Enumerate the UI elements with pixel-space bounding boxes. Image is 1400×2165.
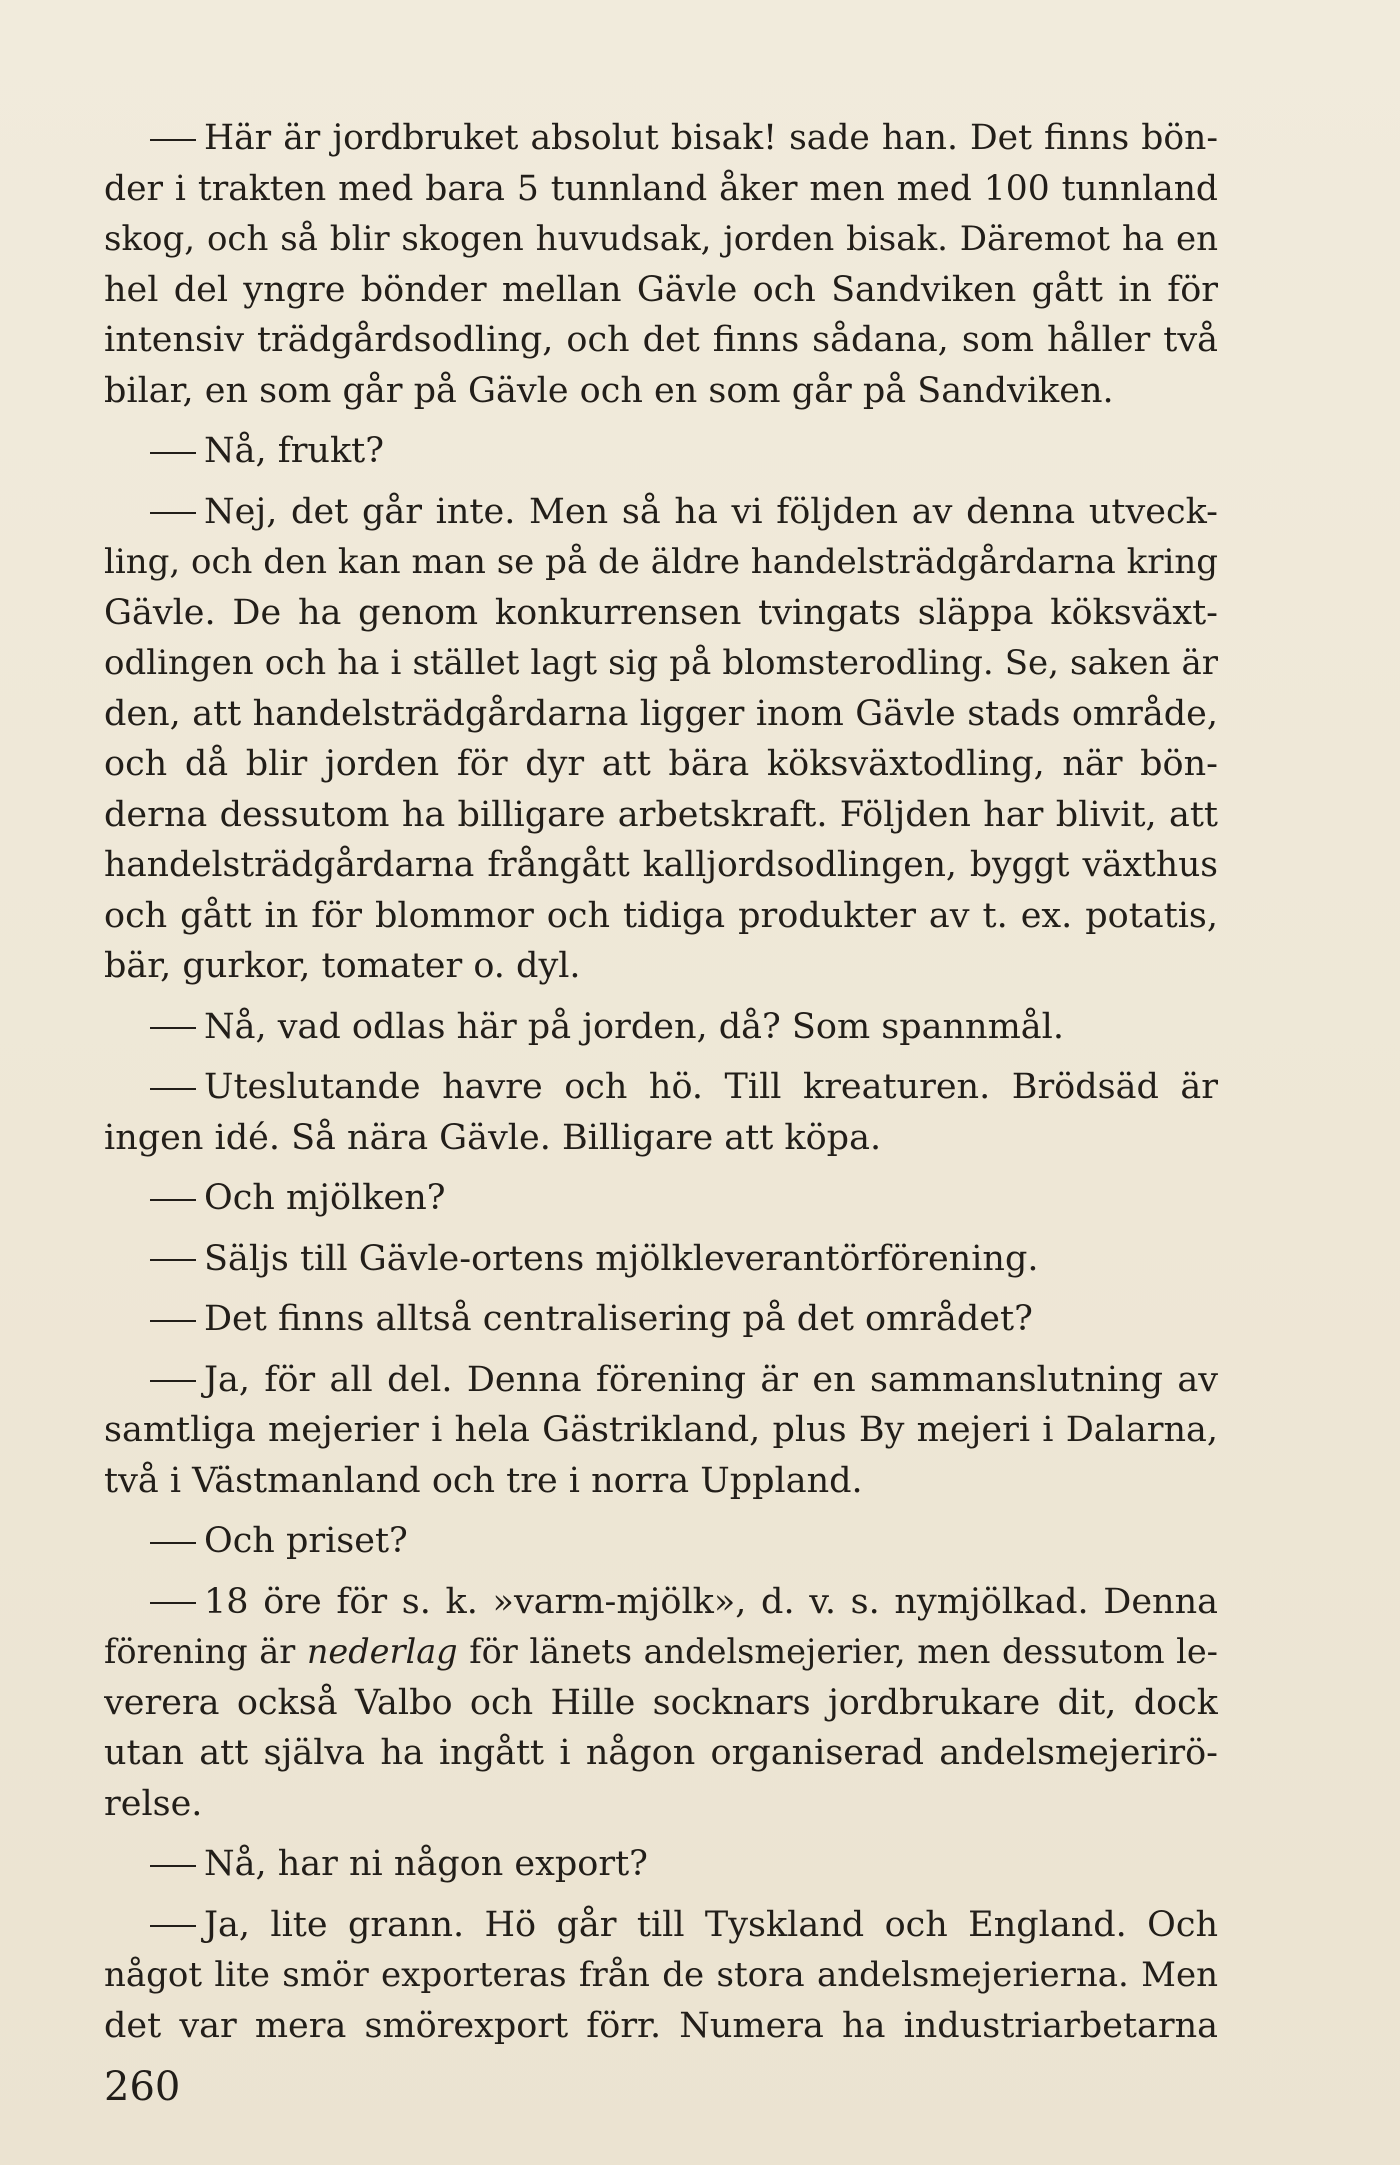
line-text: ling, och den kan man se på de äldre handelsträdgårdarna kring: [104, 542, 1218, 582]
line-text: det var mera smörexport förr. Numera ha industriarbetarna: [104, 2005, 1218, 2046]
line-text: relse.: [104, 1783, 203, 1824]
em-dash: [150, 1199, 196, 1201]
line-text: der i trakten med bara 5 tunnland åker men med 100 tunnland: [104, 168, 1218, 209]
text-line: [104, 366, 1218, 417]
text-line: [104, 1002, 1218, 1053]
line-text: Nå, har ni någon export?: [204, 1844, 648, 1884]
line-text: Och priset?: [204, 1521, 408, 1561]
text-line: [104, 426, 1218, 477]
em-dash: [150, 1380, 196, 1382]
em-dash: [150, 1925, 196, 1927]
body-text: [104, 113, 1218, 2051]
text-line: [104, 1678, 1218, 1729]
line-text: derna dessutom ha billigare arbetskraft. Följden har blivit, att: [104, 794, 1218, 835]
page-number: 260: [104, 2064, 181, 2110]
line-text: skog, och så blir skogen huvudsak, jorden bisak. Däremot ha en: [104, 219, 1218, 259]
line-text: utan att själva ha ingått i någon organiserad andelsmejerirö-: [104, 1733, 1218, 1773]
em-dash: [150, 452, 196, 454]
text-line: [104, 214, 1218, 265]
text-line: [104, 2001, 1218, 2052]
line-text: och då blir jorden för dyr att bära köksväxtodling, när bön-: [104, 744, 1218, 784]
em-dash: [150, 1027, 196, 1029]
text-line: [104, 941, 1218, 992]
line-text: Nej, det går inte. Men så ha vi följden av denna utveck-: [204, 491, 1218, 532]
text-line: [104, 1839, 1218, 1890]
em-dash: [150, 1088, 196, 1090]
line-text: intensiv trädgårdsodling, och det finns sådana, som håller två: [104, 320, 1218, 360]
text-line: [104, 689, 1218, 740]
em-dash: [150, 1865, 196, 1867]
line-text: odlingen och ha i stället lagt sig på blomsterodling. Se, saken är: [104, 643, 1218, 683]
line-text: ingen idé. Så nära Gävle. Billigare att köpa.: [104, 1117, 882, 1158]
text-line: [104, 1516, 1218, 1567]
line-text: Ja, för all del. Denna förening är en sammanslutning av: [204, 1359, 1218, 1400]
text-line: [104, 1950, 1218, 2001]
text-line: [104, 1113, 1218, 1164]
line-text: Ja, lite grann. Hö går till Tyskland och England. Och: [204, 1904, 1218, 1945]
line-text: något lite smör exporteras från de stora andelsmejerierna. Men: [104, 1955, 1218, 1995]
line-text: och gått in för blommor och tidiga produkter av t. ex. potatis,: [104, 895, 1218, 936]
line-text: förening är: [104, 1632, 307, 1671]
line-text: handelsträdgårdarna frångått kalljordsodlingen, byggt växthus: [104, 845, 1218, 885]
line-text: Det finns alltså centralisering på det området?: [204, 1299, 1033, 1339]
line-text: Nå, vad odlas här på jorden, då? Som spannmål.: [204, 1006, 1064, 1047]
text-line: [104, 1728, 1218, 1779]
line-text: bilar, en som går på Gävle och en som går på Sandviken.: [104, 370, 1114, 411]
italic-term: nederlag: [306, 1632, 458, 1671]
text-line: [104, 840, 1218, 891]
text-line: [104, 315, 1218, 366]
line-text: Nå, frukt?: [204, 431, 385, 471]
text-line: [104, 1627, 1218, 1678]
em-dash: [150, 512, 196, 514]
line-text: Säljs till Gävle-ortens mjölkleverantörförening.: [204, 1238, 1039, 1279]
text-line: [104, 1405, 1218, 1456]
line-text: verera också Valbo och Hille socknars jordbrukare dit, dock: [104, 1682, 1218, 1723]
line-text: Gävle. De ha genom konkurrensen tvingats släppa köksväxt-: [104, 592, 1218, 633]
text-line: [104, 1577, 1218, 1628]
text-line: [104, 1234, 1218, 1285]
text-line: [104, 1779, 1218, 1830]
line-text: Uteslutande havre och hö. Till kreaturen. Brödsäd är: [204, 1067, 1218, 1107]
text-line: [104, 1294, 1218, 1345]
text-line: [104, 1062, 1218, 1113]
text-line: [104, 265, 1218, 316]
line-text: Och mjölken?: [204, 1178, 446, 1218]
line-text: den, att handelsträdgårdarna ligger inom Gävle stads område,: [104, 693, 1218, 734]
text-line: [104, 891, 1218, 942]
em-dash: [150, 139, 196, 141]
line-text: bär, gurkor, tomater o. dyl.: [104, 946, 581, 986]
line-text: 18 öre för s. k. »varm-mjölk», d. v. s. nymjölkad. Denna: [204, 1581, 1218, 1622]
text-line: [104, 537, 1218, 588]
text-line: [104, 638, 1218, 689]
text-line: [104, 1456, 1218, 1507]
text-line: [104, 739, 1218, 790]
text-line: [104, 164, 1218, 215]
text-line: [104, 1173, 1218, 1224]
text-line: [104, 487, 1218, 538]
text-line: [104, 1355, 1218, 1406]
text-line: [104, 1900, 1218, 1951]
text-line: [104, 113, 1218, 164]
line-text: två i Västmanland och tre i norra Uppland.: [104, 1460, 863, 1501]
em-dash: [150, 1259, 196, 1261]
text-line: [104, 588, 1218, 639]
text-line: [104, 790, 1218, 841]
em-dash: [150, 1542, 196, 1544]
line-text: för länets andelsmejerier, men dessutom le-: [457, 1632, 1218, 1671]
em-dash: [150, 1320, 196, 1322]
line-text: hel del yngre bönder mellan Gävle och Sandviken gått in för: [104, 269, 1218, 310]
em-dash: [150, 1602, 196, 1604]
line-text: Här är jordbruket absolut bisak! sade han. Det finns bön-: [204, 118, 1218, 158]
line-text: samtliga mejerier i hela Gästrikland, plus By mejeri i Dalarna,: [104, 1410, 1218, 1450]
